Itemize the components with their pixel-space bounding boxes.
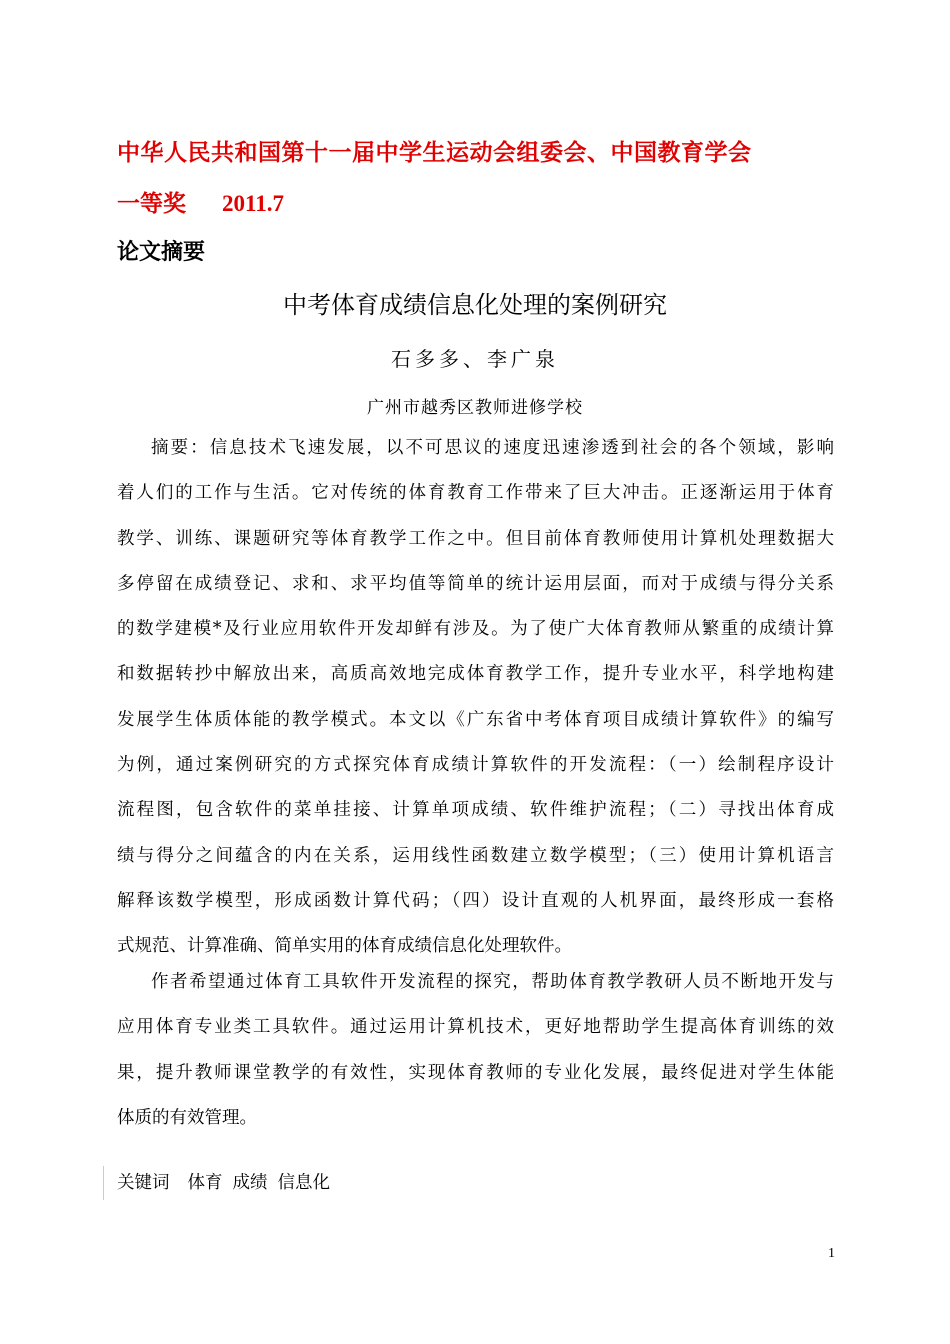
abstract-line: 流程图，包含软件的菜单挂接、计算单项成绩、软件维护流程；（二）寻找出体育成	[117, 800, 834, 821]
award-organizers	[117, 134, 752, 167]
abstract-line: 多停留在成绩登记、求和、求平均值等简单的统计运用层面，而对于成绩与得分关系	[117, 573, 834, 594]
abstract-paragraph-1	[117, 426, 834, 970]
paper-authors: 石多多、李广泉	[391, 347, 559, 371]
abstract-line: 绩与得分之间蕴含的内在关系，运用线性函数建立数学模型；（三）使用计算机语言	[117, 845, 834, 866]
abstract-line: 式规范、计算准确、简单实用的体育成绩信息化处理软件。	[117, 936, 572, 957]
abstract-line: 果，提升教师课堂教学的有效性，实现体育教师的专业化发展，最终促进对学生体能	[117, 1062, 834, 1083]
paper-title: 中考体育成绩信息化处理的案例研究	[283, 291, 667, 319]
award-date: 2011.7	[222, 191, 284, 216]
abstract-line: 解释该数学模型，形成函数计算代码；（四）设计直观的人机界面，最终形成一套格	[117, 890, 834, 911]
page-number: 1	[828, 1246, 835, 1261]
award-level: 一等奖	[117, 191, 186, 217]
abstract-line: 应用体育专业类工具软件。通过运用计算机技术，更好地帮助学生提高体育训练的效	[117, 1017, 834, 1038]
paper-affiliation: 广州市越秀区教师进修学校	[367, 398, 583, 418]
abstract-line: 作者希望通过体育工具软件开发流程的探究，帮助体育教学教研人员不断地开发与	[151, 972, 834, 992]
keywords	[103, 1166, 340, 1200]
abstract-line: 的数学建模*及行业应用软件开发却鲜有涉及。为了使广大体育教师从繁重的成绩计算	[117, 619, 834, 640]
abstract-line: 为例，通过案例研究的方式探究体育成绩计算软件的开发流程：（一）绘制程序设计	[117, 755, 834, 776]
keyword-item: 体育	[187, 1173, 223, 1193]
abstract-line: 教学、训练、课题研究等体育教学工作之中。但目前体育教师使用计算机处理数据大	[117, 528, 834, 549]
abstract-line: 和数据转抄中解放出来，高质高效地完成体育教学工作，提升专业水平，科学地构建	[117, 664, 834, 685]
abstract-line: 体质的有效管理。	[117, 1107, 257, 1128]
abstract-line: 发展学生体质体能的教学模式。本文以《广东省中考体育项目成绩计算软件》的编写	[117, 709, 834, 730]
keyword-item: 成绩	[232, 1173, 268, 1193]
award-line	[117, 185, 284, 218]
abstract-line: 摘要：信息技术飞速发展，以不可思议的速度迅速渗透到社会的各个领域，影响	[151, 438, 834, 458]
keyword-item: 信息化	[277, 1173, 330, 1193]
keywords-label: 关键词	[117, 1173, 170, 1193]
section-label: 论文摘要	[117, 240, 206, 265]
abstract-paragraph-2	[117, 960, 834, 1141]
award-organizers-text: 中华人民共和国第十一届中学生运动会组委会、中国教育学会	[117, 140, 752, 166]
abstract-line: 着人们的工作与生活。它对传统的体育教育工作带来了巨大冲击。正逐渐运用于体育	[117, 483, 834, 504]
